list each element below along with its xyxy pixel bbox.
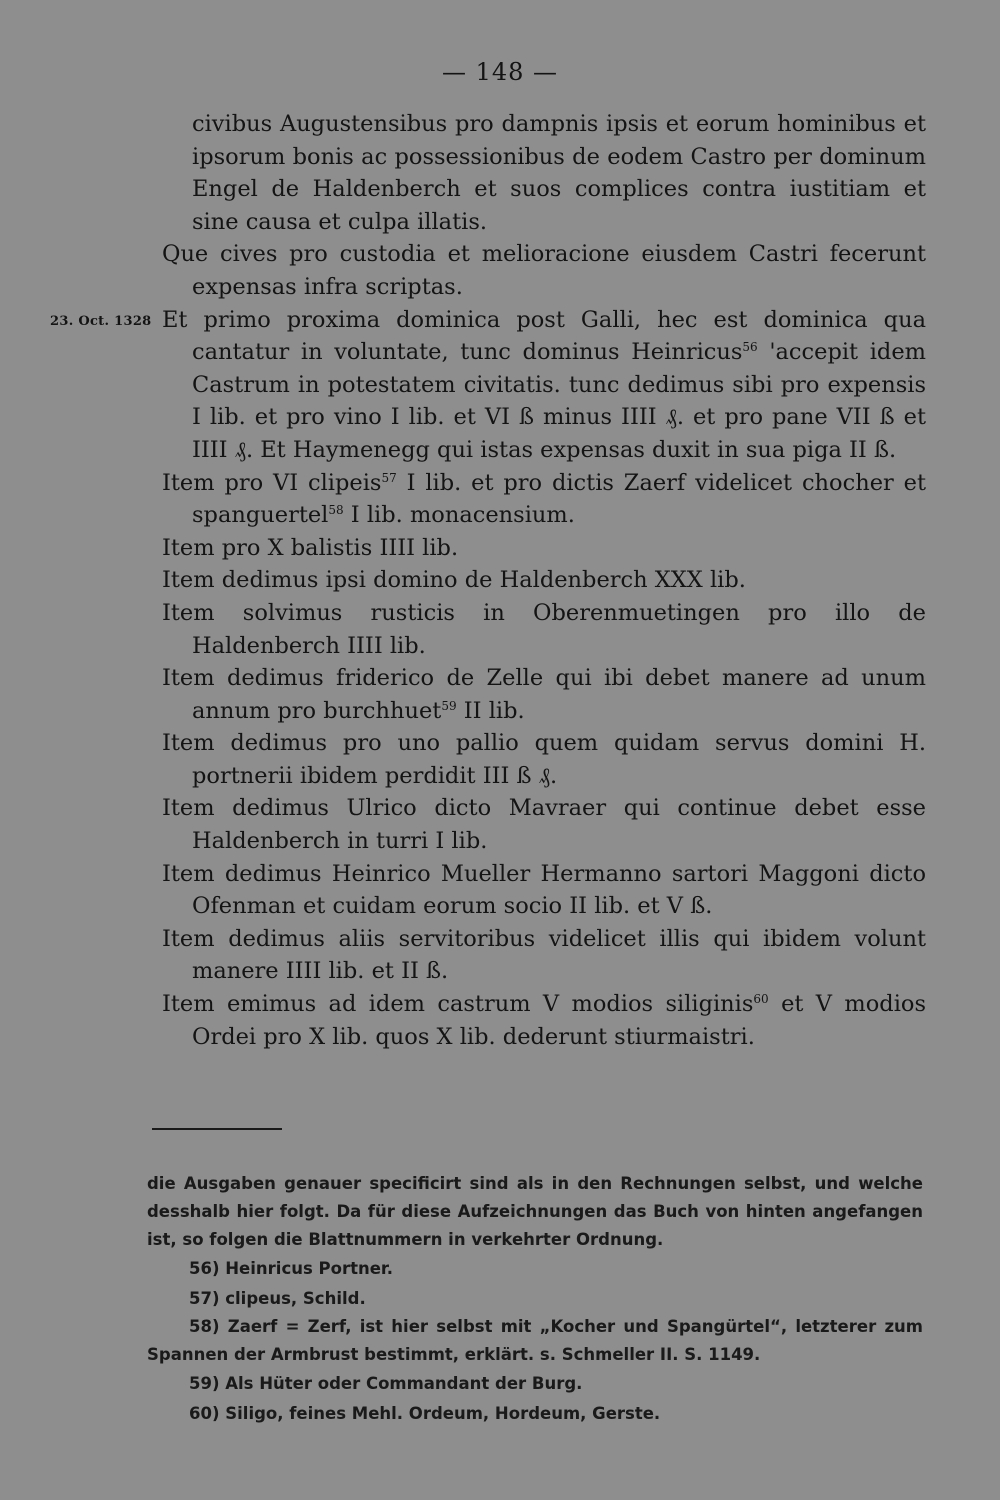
entry-servitoribus: Item dedimus aliis servitoribus videlicet illis qui ibidem volunt manere IIII lib. et II ß. xyxy=(162,925,926,985)
entry-clipeis xyxy=(162,467,926,532)
entry-pallio: Item dedimus pro uno pallio quem quidam servus domini H. portnerii ibidem perdidit III ß ₰. xyxy=(162,730,926,789)
entry-rusticis: Item solvimus rusticis in Oberenmuetingen pro illo de Haldenberch IIII lib. xyxy=(162,599,926,659)
footnote-continuation: die Ausgaben genauer specificirt sind als in den Rechnungen selbst, und welche desshalb hier folgt. Da für diese Aufzeichnungen das Buch von hinten angefangen ist, so folgen die Blattnummern in verkehrter Ordnung. xyxy=(147,1174,923,1249)
page-number: — 148 — xyxy=(441,58,559,86)
footnote-ref-59: 59 xyxy=(441,698,457,713)
entry-text: Et primo proxima dominica post Galli, hec est dominica qua cantatur in voluntate, tunc dominus Heinricus xyxy=(162,306,926,366)
footnote-ref-60: 60 xyxy=(753,992,769,1007)
entry-ulrico: Item dedimus Ulrico dicto Mavraer qui continue debet esse Haldenberch in turri I lib. xyxy=(162,795,926,855)
entry-text: Item dedimus friderico de Zelle qui ibi debet manere ad unum annum pro burchhuet xyxy=(162,665,926,724)
entry-text: et V modios Ordei pro X lib. quos X lib. dederunt stiurmaistri. xyxy=(192,991,926,1050)
entry-text: 'accepit idem Castrum in potestatem civitatis. tunc dedimus sibi pro expensis I lib. et pro vino I lib. et VI ß minus IIII ₰. et pro pane VII ß et IIII ₰. Et Haymenegg qui istas expensas duxit in sua piga II ß. xyxy=(192,339,926,463)
footnote-ref-56: 56 xyxy=(742,340,758,355)
entry-que: Que cives pro custodia et melioracione eiusdem Castri fecerunt expensas infra scriptas. xyxy=(162,241,926,300)
main-text xyxy=(50,108,926,1053)
footnote-59: 59) Als Hüter oder Commandant der Burg. xyxy=(189,1374,583,1393)
entry-balistis: Item pro X balistis IIII lib. xyxy=(162,534,459,561)
entry-text: I lib. monacensium. xyxy=(343,502,575,529)
footnote-60: 60) Siligo, feines Mehl. Ordeum, Hordeum, Gerste. xyxy=(189,1403,661,1423)
footnote-56: 56) Heinricus Portner. xyxy=(189,1259,393,1278)
entry-domino: Item dedimus ipsi domino de Haldenberch XXX lib. xyxy=(162,567,746,594)
entry-friderico xyxy=(162,662,926,727)
entry-heinrico: Item dedimus Heinrico Mueller Hermanno sartori Maggoni dicto Ofenman et cuidam eorum socio II lib. et V ß. xyxy=(162,860,926,920)
entry-text: I lib. et pro dictis Zaerf videlicet chocher et spanguertel xyxy=(192,469,926,529)
entry-emimus xyxy=(162,988,926,1053)
margin-date: 23. Oct. 1328 xyxy=(50,313,152,329)
lead-block: civibus Augustensibus pro dampnis ipsis et eorum hominibus et ipsorum bonis ac possessionibus de eodem Castro per dominum Engel de Haldenberch et suos complices contra iustitiam et sine causa et culpa illatis. xyxy=(192,111,926,235)
entry-text: II lib. xyxy=(456,697,525,724)
footnote-57: 57) clipeus, Schild. xyxy=(189,1288,366,1308)
footnote-ref-58: 58 xyxy=(328,503,344,518)
footnotes xyxy=(147,1170,923,1428)
entry-text: Item pro VI clipeis xyxy=(162,469,382,496)
entry-et-primo xyxy=(50,304,926,467)
footnote-separator xyxy=(152,1128,282,1130)
footnote-ref-57: 57 xyxy=(381,470,397,485)
footnote-58: 58) Zaerf = Zerf, ist hier selbst mit „Kocher und Spangürtel“, letzterer zum Spannen der Armbrust bestimmt, erklärt. s. Schmeller II. S. 1149. xyxy=(147,1317,923,1364)
entry-text: Item emimus ad idem castrum V modios siliginis xyxy=(162,991,754,1018)
